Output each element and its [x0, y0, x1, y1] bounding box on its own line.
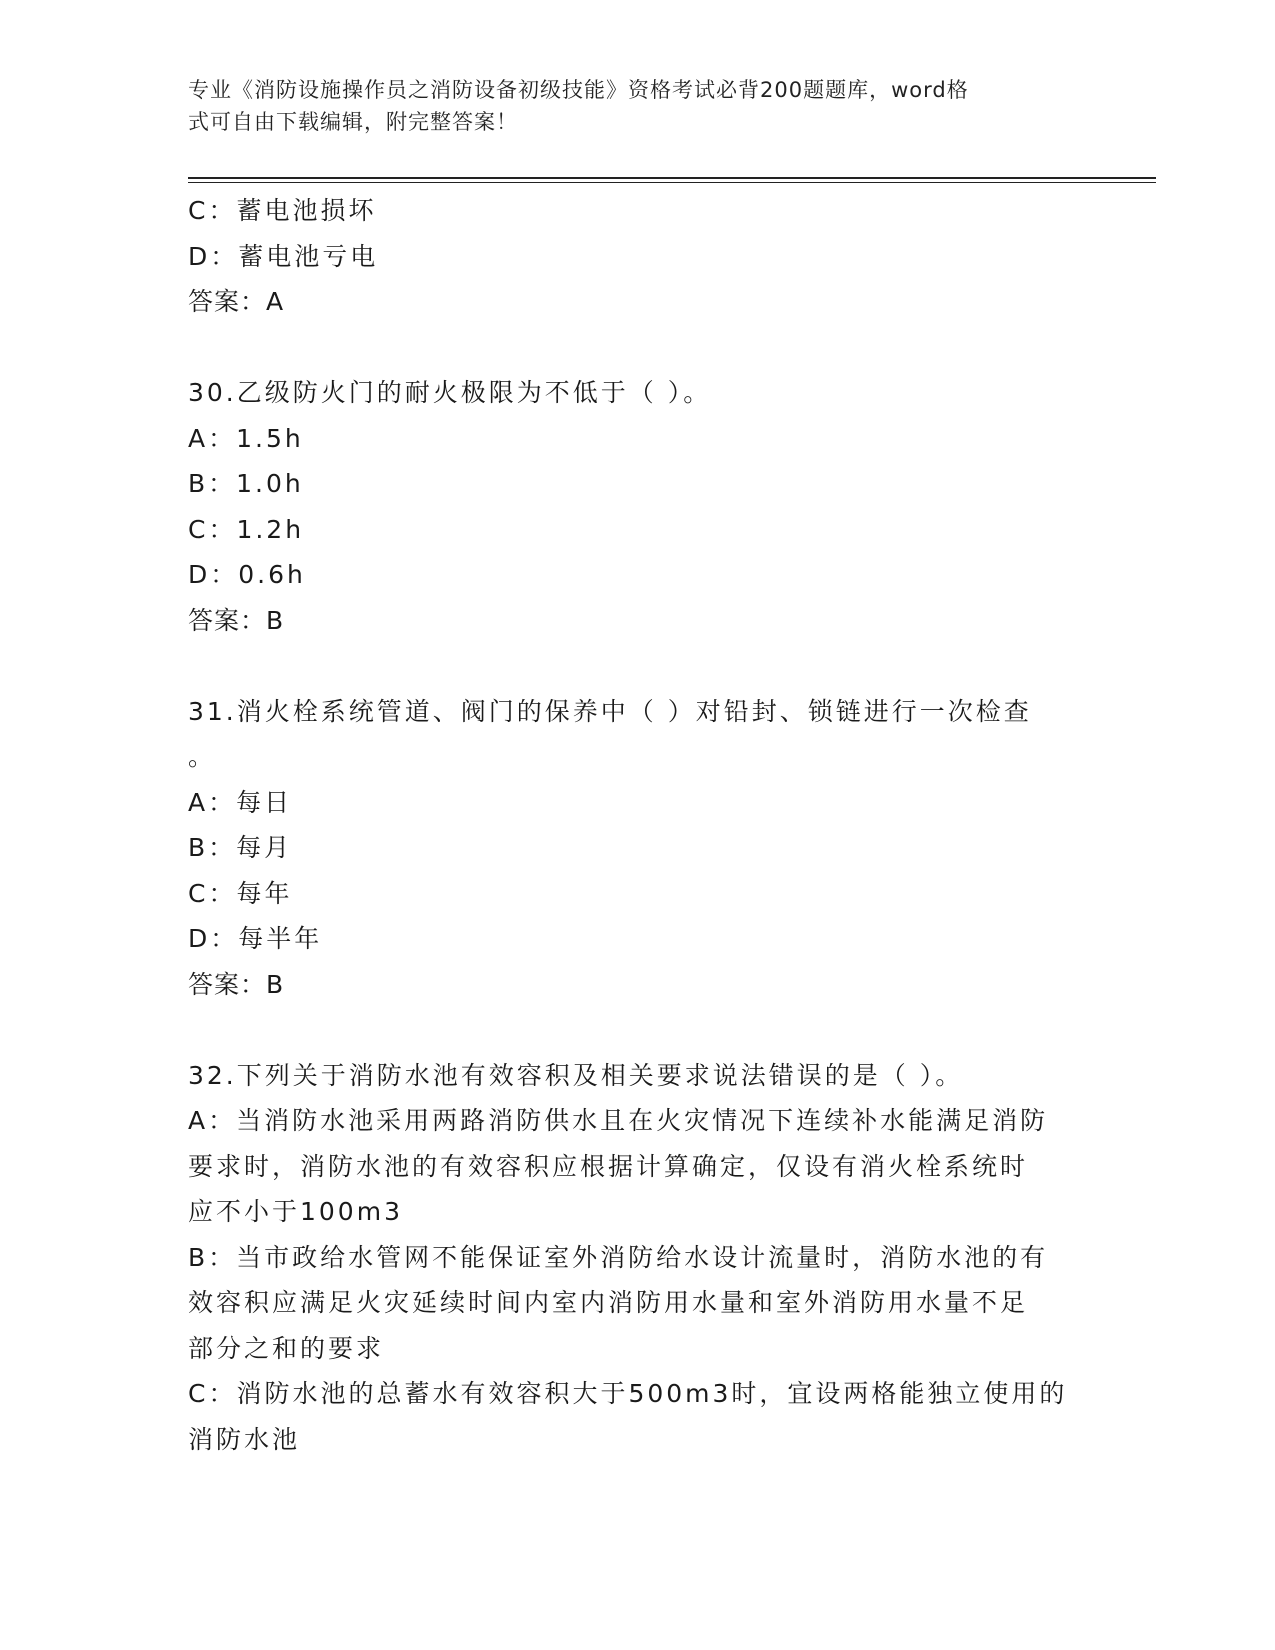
spacer: [188, 1007, 1088, 1053]
option-b: B：每月: [188, 833, 293, 862]
option-c: C：蓄电池损坏: [188, 196, 377, 225]
question-stem: 30.乙级防火门的耐火极限为不低于（ ）。: [188, 378, 712, 407]
question-list: [188, 188, 1088, 1462]
question-32: [188, 1053, 1088, 1463]
option-b-continued: 部分之和的要求: [188, 1333, 385, 1363]
question-stem-continued: 。: [188, 742, 217, 771]
header-divider-thin: [188, 182, 1156, 183]
option-a: A：每日: [188, 787, 293, 817]
option-d: D：每半年: [188, 924, 323, 953]
question-stem: 31.消火栓系统管道、阀门的保养中（ ）对铅封、锁链进行一次检查: [188, 696, 1032, 726]
header-line-1: 专业《消防设施操作员之消防设备初级技能》资格考试必背200题题库，word格: [188, 78, 969, 102]
option-c-continued: 消防水池: [188, 1424, 301, 1454]
option-b-continued: 效容积应满足火灾延续时间内室内消防用水量和室外消防用水量不足: [188, 1288, 1029, 1317]
option-b: B：当市政给水管网不能保证室外消防给水设计流量时，消防水池的有: [188, 1242, 1049, 1272]
question-stem: 32.下列关于消防水池有效容积及相关要求说法错误的是（ ）。: [188, 1060, 964, 1090]
question-29-tail: [188, 188, 1088, 325]
spacer: [188, 325, 1088, 371]
answer-label: 答案：B: [188, 969, 285, 999]
option-a: A：当消防水池采用两路消防供水且在火灾情况下连续补水能满足消防: [188, 1106, 1049, 1135]
option-c: C：消防水池的总蓄水有效容积大于500m3时，宜设两格能独立使用的: [188, 1379, 1068, 1408]
option-a: A：1.5h: [188, 423, 304, 453]
question-31: [188, 689, 1088, 1008]
header-divider-thick: [188, 177, 1156, 179]
header-line-2: 式可自由下载编辑，附完整答案！: [188, 110, 518, 134]
document-header: [188, 74, 1068, 138]
spacer: [188, 643, 1088, 689]
option-d: D：蓄电池亏电: [188, 241, 379, 271]
answer-label: 答案：A: [188, 287, 285, 316]
option-a-continued: 应不小于100m3: [188, 1197, 403, 1226]
answer-label: 答案：B: [188, 605, 285, 635]
option-a-continued: 要求时，消防水池的有效容积应根据计算确定，仅设有消火栓系统时: [188, 1151, 1029, 1181]
option-b: B：1.0h: [188, 469, 304, 498]
option-c: C：每年: [188, 878, 293, 908]
option-d: D：0.6h: [188, 560, 306, 589]
question-30: [188, 370, 1088, 643]
option-c: C：1.2h: [188, 514, 305, 544]
